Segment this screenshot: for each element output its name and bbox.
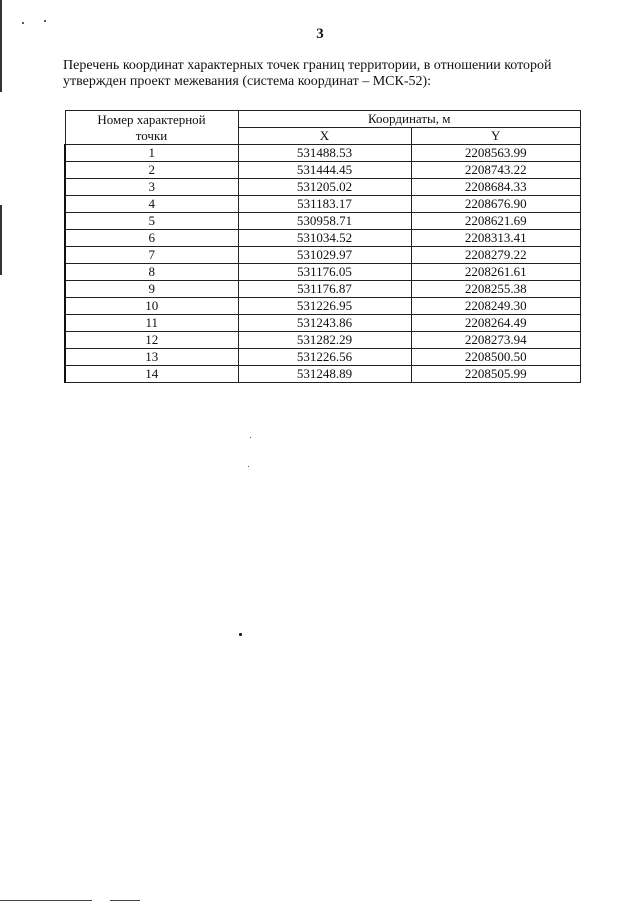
cell-y: 2208684.33 bbox=[411, 179, 581, 196]
page-number: 3 bbox=[316, 26, 324, 42]
scan-speck bbox=[250, 437, 251, 438]
header-point-line: точки bbox=[135, 127, 168, 143]
cell-y: 2208279.22 bbox=[411, 247, 581, 264]
cell-y: 2208261.61 bbox=[411, 264, 581, 281]
cell-x: 531034.52 bbox=[238, 230, 411, 247]
cell-x: 531226.95 bbox=[238, 298, 411, 315]
intro-paragraph bbox=[63, 58, 593, 90]
cell-x: 531243.86 bbox=[238, 315, 411, 332]
cell-x: 531176.87 bbox=[238, 281, 411, 298]
cell-y: 2208249.30 bbox=[411, 298, 581, 315]
table-row bbox=[65, 315, 581, 332]
cell-point-number: 3 bbox=[65, 179, 238, 196]
intro-line: Перечень координат характерных точек границ территории, в отношении которой bbox=[63, 58, 552, 73]
table-row bbox=[65, 332, 581, 349]
scan-edge-mark bbox=[0, 205, 2, 275]
table-header-row bbox=[65, 111, 581, 128]
cell-y: 2208264.49 bbox=[411, 315, 581, 332]
table-row bbox=[65, 162, 581, 179]
cell-y: 2208273.94 bbox=[411, 332, 581, 349]
cell-y: 2208743.22 bbox=[411, 162, 581, 179]
cell-point-number: 10 bbox=[65, 298, 238, 315]
cell-y: 2208313.41 bbox=[411, 230, 581, 247]
scan-speck bbox=[248, 466, 249, 467]
cell-x: 531176.05 bbox=[238, 264, 411, 281]
table-row bbox=[65, 247, 581, 264]
cell-x: 531226.56 bbox=[238, 349, 411, 366]
cell-x: 531183.17 bbox=[238, 196, 411, 213]
header-y: Y bbox=[411, 128, 581, 145]
cell-x: 531248.89 bbox=[238, 366, 411, 383]
header-point-line: Номер характерной bbox=[97, 111, 206, 127]
cell-point-number: 1 bbox=[65, 145, 238, 162]
header-coordinates: Координаты, м bbox=[238, 111, 581, 128]
scan-speck bbox=[22, 22, 24, 24]
table-row bbox=[65, 196, 581, 213]
cell-x: 531205.02 bbox=[238, 179, 411, 196]
cell-point-number: 11 bbox=[65, 315, 238, 332]
scan-speck bbox=[239, 633, 242, 636]
cell-point-number: 5 bbox=[65, 213, 238, 230]
cell-x: 531029.97 bbox=[238, 247, 411, 264]
cell-point-number: 4 bbox=[65, 196, 238, 213]
cell-point-number: 8 bbox=[65, 264, 238, 281]
intro-line: утвержден проект межевания (система координат – МСК-52): bbox=[63, 74, 432, 89]
coordinates-table bbox=[64, 110, 581, 383]
table-row bbox=[65, 213, 581, 230]
cell-point-number: 9 bbox=[65, 281, 238, 298]
table-row bbox=[65, 145, 581, 162]
header-x: X bbox=[238, 128, 411, 145]
cell-point-number: 14 bbox=[65, 366, 238, 383]
table-row bbox=[65, 298, 581, 315]
cell-y: 2208563.99 bbox=[411, 145, 581, 162]
cell-point-number: 7 bbox=[65, 247, 238, 264]
scan-speck bbox=[44, 20, 46, 22]
table-row bbox=[65, 264, 581, 281]
cell-x: 531444.45 bbox=[238, 162, 411, 179]
cell-y: 2208505.99 bbox=[411, 366, 581, 383]
cell-point-number: 6 bbox=[65, 230, 238, 247]
table-row bbox=[65, 366, 581, 383]
cell-y: 2208676.90 bbox=[411, 196, 581, 213]
cell-point-number: 12 bbox=[65, 332, 238, 349]
cell-y: 2208621.69 bbox=[411, 213, 581, 230]
cell-y: 2208500.50 bbox=[411, 349, 581, 366]
scan-bottom-mark bbox=[110, 900, 140, 901]
table-row bbox=[65, 281, 581, 298]
cell-x: 530958.71 bbox=[238, 213, 411, 230]
scan-bottom-mark bbox=[0, 900, 92, 901]
cell-point-number: 2 bbox=[65, 162, 238, 179]
scan-edge-mark bbox=[0, 0, 2, 92]
table-row bbox=[65, 179, 581, 196]
cell-y: 2208255.38 bbox=[411, 281, 581, 298]
header-point-number bbox=[65, 111, 238, 145]
cell-point-number: 13 bbox=[65, 349, 238, 366]
cell-x: 531488.53 bbox=[238, 145, 411, 162]
cell-x: 531282.29 bbox=[238, 332, 411, 349]
table-row bbox=[65, 230, 581, 247]
table-row bbox=[65, 349, 581, 366]
